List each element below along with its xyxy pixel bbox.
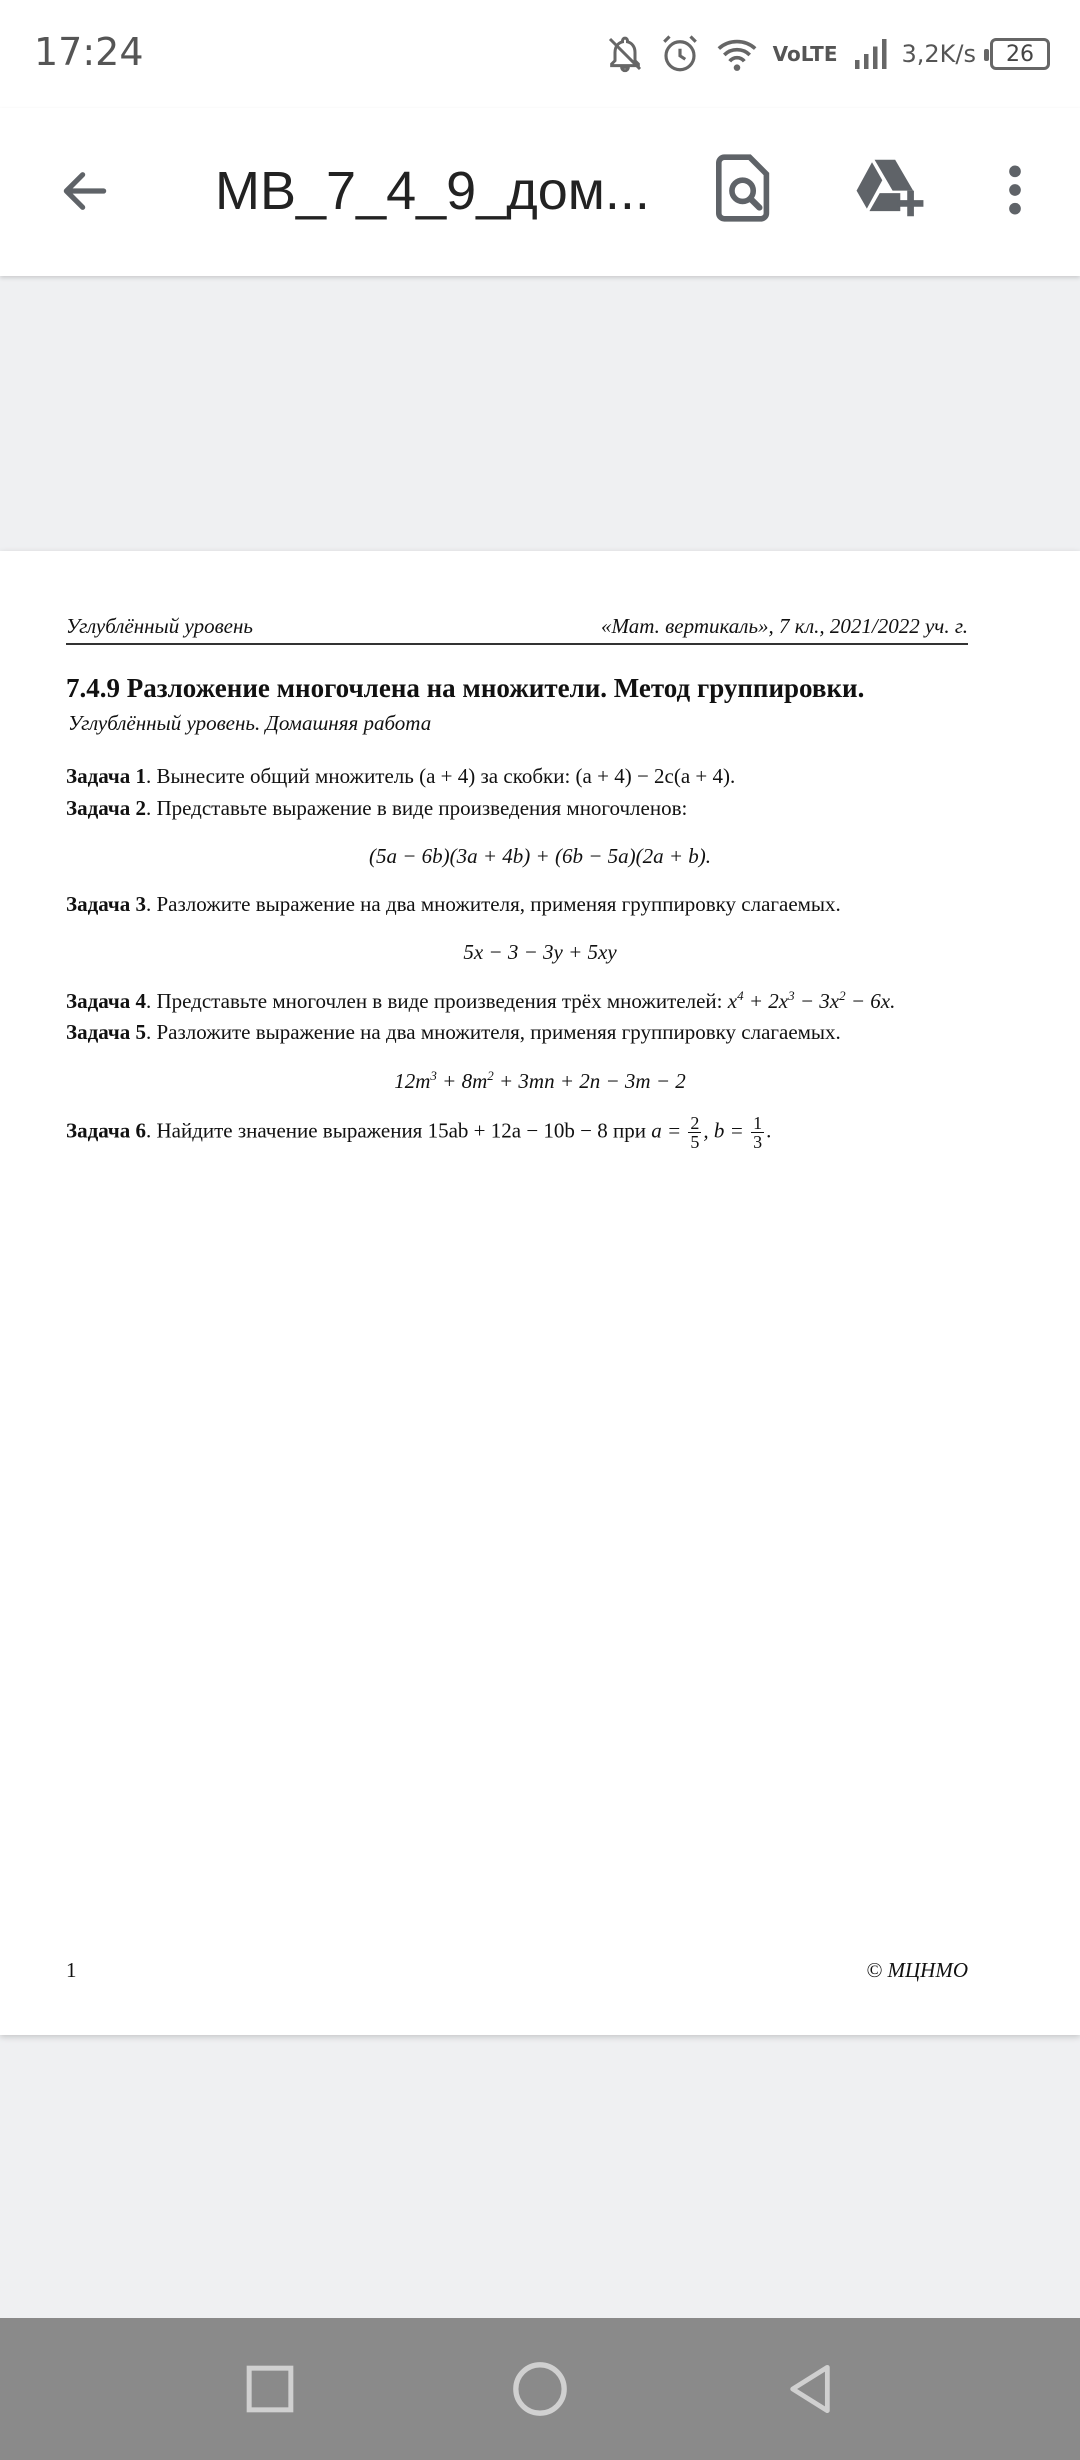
wifi-icon (715, 34, 759, 74)
find-in-page-icon (716, 154, 772, 222)
find-in-document-button[interactable] (712, 148, 776, 228)
arrow-back-icon (57, 163, 113, 219)
app-bar (0, 108, 1080, 276)
task-1: Задача 1. Вынесите общий множитель (a + 4) за скобки: (a + 4) − 2c(a + 4). (66, 764, 736, 788)
notifications-off-icon (605, 34, 645, 74)
header-left: Углублённый уровень (66, 614, 253, 638)
fraction-b: $\frac{1}{3}$ (753, 1113, 763, 1152)
status-time: 17:24 (34, 30, 144, 74)
back-button[interactable] (50, 156, 120, 226)
network-speed: 3,2 K/s (901, 40, 976, 68)
volte-indicator: Vo LTE (772, 42, 838, 66)
task-4: Задача 4. Представьте многочлен в виде произведения трёх множителей: $x^4 + 2x^3 - 3x^2 - 6x$. (66, 988, 896, 1013)
task-4-polynomial: $x^4 + 2x^3 - 3x^2 - 6x$. (727, 988, 896, 1013)
task-6: Задача 6. Найдите значение выражения 15ab + 12a − 10b − 8 при a = $\frac{2}{5}$ , b = $\frac{1}{3}$ . (66, 1113, 772, 1152)
status-icons (605, 26, 1050, 82)
back-nav-button[interactable] (774, 2353, 846, 2425)
section-title: 7.4.9 Разложение многочлена на множители. Метод группировки. (66, 673, 865, 703)
task-3: Задача 3. Разложите выражение на два множителя, применяя группировку слагаемых. (66, 892, 841, 916)
battery-icon: 26 (990, 38, 1050, 70)
pdf-page[interactable] (0, 551, 1080, 2035)
document-title: МВ_7_4_9_дом... (215, 161, 650, 221)
formula-task-2: (5a − 6b)(3a + 4b) + (6b − 5a)(2a + b). (368, 844, 712, 868)
home-button[interactable] (504, 2353, 576, 2425)
recent-apps-button[interactable] (234, 2353, 306, 2425)
navigation-bar (0, 2318, 1080, 2460)
task-5: Задача 5. Разложите выражение на два множителя, применяя группировку слагаемых. (66, 1020, 841, 1044)
circle-icon (511, 2360, 569, 2418)
copyright: © МЦНМО (866, 1958, 968, 1982)
formula-task-3: 5x − 3 − 3y + 5xy (463, 940, 617, 964)
triangle-back-icon (784, 2361, 836, 2417)
task-2: Задача 2. Представьте выражение в виде произведения многочленов: (66, 796, 688, 820)
signal-icon (852, 36, 888, 72)
formula-task-5: $12m^3 + 8m^2 + 3mn + 2n - 3m - 2$ (394, 1068, 686, 1093)
header-right: «Мат. вертикаль», 7 кл., 2021/2022 уч. г. (601, 614, 968, 638)
more-options-button[interactable] (990, 150, 1040, 230)
add-to-drive-icon (854, 157, 926, 219)
add-to-drive-button[interactable] (852, 150, 928, 226)
status-bar (0, 0, 1080, 108)
more-vert-icon (1005, 162, 1025, 218)
page-header (66, 605, 968, 645)
alarm-icon (659, 33, 701, 75)
section-subtitle: Углублённый уровень. Домашняя работа (68, 711, 432, 735)
page-number: 1 (66, 1958, 77, 1982)
fraction-a: $\frac{2}{5}$ (690, 1113, 700, 1152)
square-icon (245, 2364, 295, 2414)
